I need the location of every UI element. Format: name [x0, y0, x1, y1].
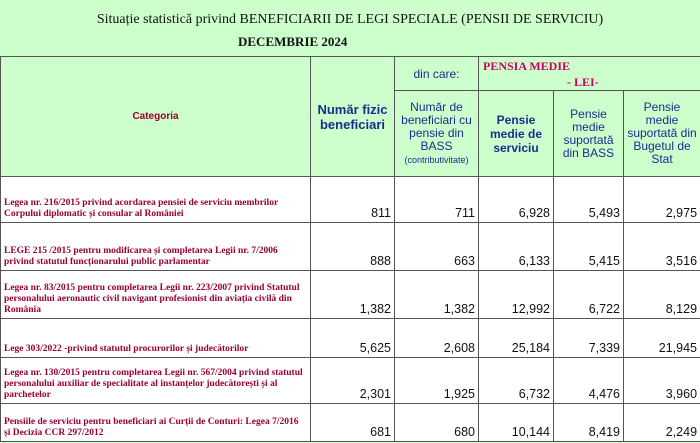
row-pensie-serviciu: 6,928 [479, 177, 554, 223]
row-pensie-bass: 4,476 [554, 358, 624, 404]
header-numar-bass [395, 91, 479, 177]
report-title: Situație statistică privind BENEFICIARII DE LEGI SPECIALE (PENSII DE SERVICIU) [96, 12, 604, 27]
row-categoria: Legea nr. 130/2015 pentru completarea Legii nr. 567/2004 privind statutul personalului auxiliar de specialitate al instanțelor judecătorești și al parchetelor [1, 358, 311, 404]
row-numar-fizic: 681 [311, 404, 395, 442]
table-row [1, 404, 700, 442]
row-numar-fizic: 888 [311, 223, 395, 271]
row-pensie-buget: 2,975 [624, 177, 700, 223]
row-numar-bass: 663 [395, 223, 479, 271]
row-categoria: Legea nr. 216/2015 privind acordarea pensiei de serviciu membrilor Corpului diplomatic și consular al României [1, 177, 311, 223]
table-row [1, 223, 700, 271]
row-pensie-buget: 3,516 [624, 223, 700, 271]
row-numar-bass: 680 [395, 404, 479, 442]
row-pensie-bass: 8,419 [554, 404, 624, 442]
row-pensie-serviciu: 10,144 [479, 404, 554, 442]
row-pensie-serviciu: 12,992 [479, 271, 554, 319]
pensia-medie-label: PENSIA MEDIE [483, 59, 571, 73]
row-numar-bass: 1,925 [395, 358, 479, 404]
row-pensie-bass: 6,722 [554, 271, 624, 319]
numar-bass-label: Număr de beneficiari cu pensie din BASS [401, 99, 472, 153]
row-numar-bass: 1,382 [395, 271, 479, 319]
statistics-table [0, 56, 700, 442]
row-numar-bass: 2,608 [395, 319, 479, 358]
header-pensie-serviciu: Pensie medie de serviciu [479, 91, 554, 177]
table-row [1, 358, 700, 404]
contributivitate-label: (contributivitate) [404, 154, 469, 165]
row-categoria: Legea nr. 83/2015 pentru completarea Legii nr. 223/2007 privind Statutul personalului aeronautic civil navigant profesionist din aviația civilă din România [1, 271, 311, 319]
header-pensie-bass: Pensie medie suportată din BASS [554, 91, 624, 177]
row-numar-fizic: 811 [311, 177, 395, 223]
row-pensie-serviciu: 25,184 [479, 319, 554, 358]
table-row [1, 319, 700, 358]
row-numar-fizic: 1,382 [311, 271, 395, 319]
report-period: DECEMBRIE 2024 [238, 34, 348, 49]
row-pensie-serviciu: 6,133 [479, 223, 554, 271]
header-categoria: Categoria [1, 57, 311, 177]
row-pensie-bass: 7,339 [554, 319, 624, 358]
row-numar-fizic: 5,625 [311, 319, 395, 358]
row-pensie-bass: 5,415 [554, 223, 624, 271]
table-row [1, 271, 700, 319]
table-row [1, 177, 700, 223]
row-categoria: LEGE 215 /2015 pentru modificarea și completarea Legii nr. 7/2006 privind statutul funcționarului public parlamentar [1, 223, 311, 271]
row-numar-bass: 711 [395, 177, 479, 223]
lei-label: - LEI- [567, 75, 599, 89]
title-band [0, 0, 700, 56]
header-pensia-medie [479, 57, 700, 91]
row-categoria: Pensiile de serviciu pentru beneficiari ai Curții de Conturi: Legea 7/2016 și Decizia CCR 297/2012 [1, 404, 311, 442]
row-pensie-bass: 5,493 [554, 177, 624, 223]
row-pensie-buget: 2,249 [624, 404, 700, 442]
header-din-care: din care: [395, 57, 479, 91]
row-pensie-buget: 3,960 [624, 358, 700, 404]
row-pensie-buget: 21,945 [624, 319, 700, 358]
row-numar-fizic: 2,301 [311, 358, 395, 404]
row-categoria: Lege 303/2022 -privind statutul procurorilor și judecătorilor [1, 319, 311, 358]
row-pensie-serviciu: 6,732 [479, 358, 554, 404]
header-numar-fizic: Număr fizic beneficiari [311, 57, 395, 177]
header-pensie-buget: Pensie medie suportată din Bugetul de Stat [624, 91, 700, 177]
row-pensie-buget: 8,129 [624, 271, 700, 319]
